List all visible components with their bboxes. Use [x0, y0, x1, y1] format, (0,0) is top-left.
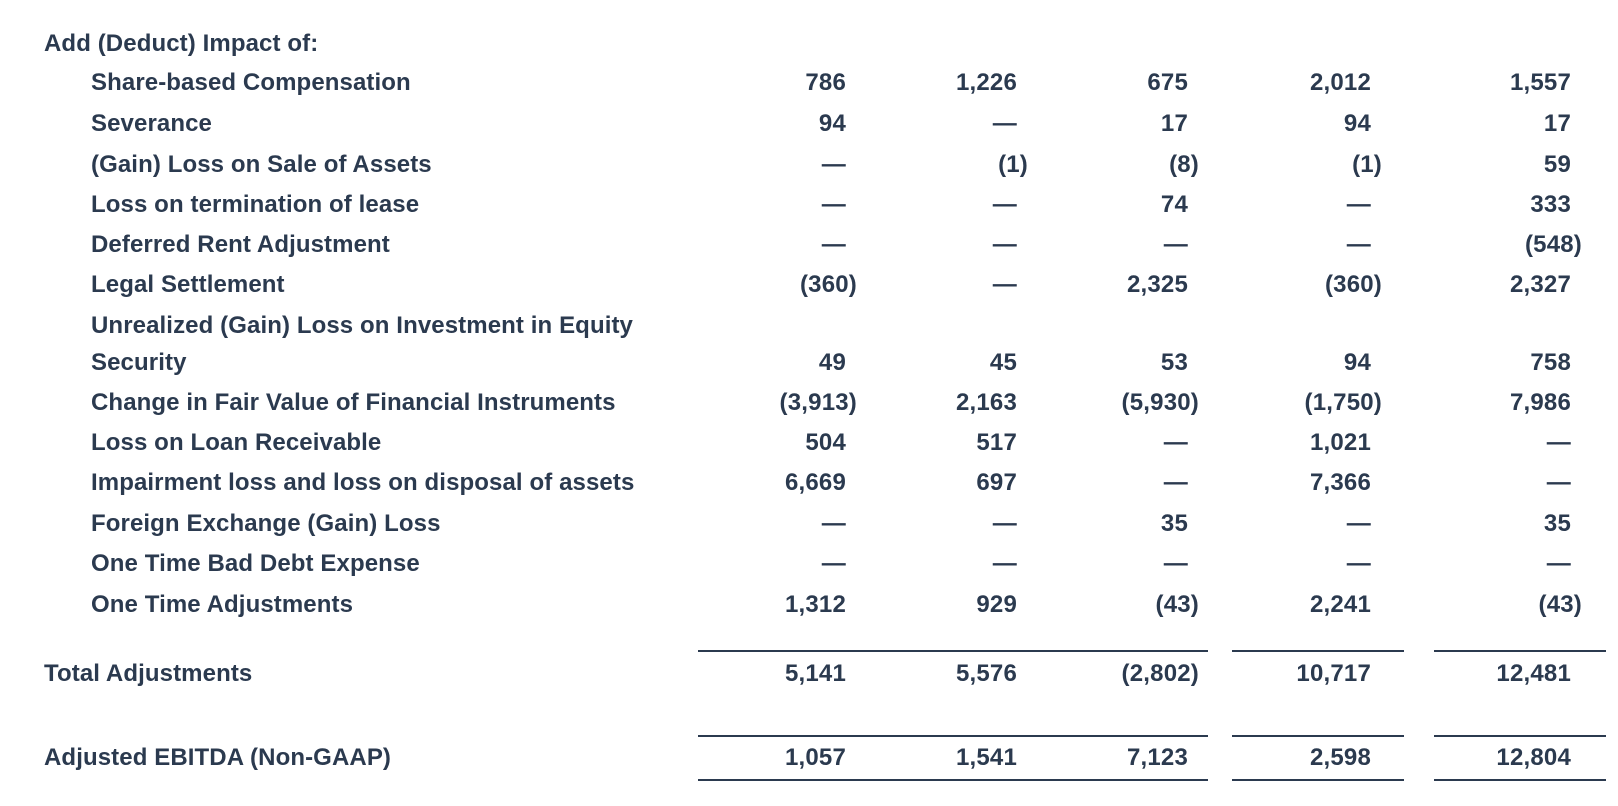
cell-value: 1,312	[784, 591, 846, 618]
cell-value: 35	[1160, 510, 1188, 537]
cell-value: (360)	[1324, 271, 1382, 298]
row-label: Loss on termination of lease	[91, 191, 420, 218]
cell-value: 94	[1343, 110, 1371, 137]
row-label: Security	[91, 349, 187, 376]
cell-value: —	[1163, 429, 1188, 456]
cell-value: —	[821, 550, 846, 577]
cell-value: —	[992, 110, 1017, 137]
row-label: (Gain) Loss on Sale of Assets	[91, 151, 432, 178]
cell-value: —	[992, 550, 1017, 577]
cell-value: 94	[818, 110, 846, 137]
total-rule-bottom	[698, 779, 1208, 781]
cell-value: (360)	[799, 271, 857, 298]
cell-value: 2,325	[1126, 271, 1188, 298]
cell-value: 2,012	[1309, 69, 1371, 96]
total-rule-top	[1434, 735, 1606, 737]
cell-value: —	[1546, 550, 1571, 577]
row-label: Impairment loss and loss on disposal of assets	[91, 469, 635, 496]
cell-value: —	[1346, 510, 1371, 537]
cell-value: —	[992, 271, 1017, 298]
cell-value: 504	[805, 429, 846, 456]
cell-value: 59	[1543, 151, 1571, 178]
cell-value: (43)	[1155, 591, 1199, 618]
cell-value: 758	[1530, 349, 1571, 376]
cell-value: 7,123	[1126, 744, 1188, 771]
cell-value: —	[821, 191, 846, 218]
total-label: Total Adjustments	[44, 660, 253, 687]
cell-value: (2,802)	[1121, 660, 1199, 687]
cell-value: 12,804	[1496, 744, 1571, 771]
cell-value: 2,327	[1509, 271, 1571, 298]
cell-value: (5,930)	[1121, 389, 1199, 416]
row-label: One Time Bad Debt Expense	[91, 550, 420, 577]
cell-value: 17	[1543, 110, 1571, 137]
cell-value: 74	[1160, 191, 1188, 218]
cell-value: 94	[1343, 349, 1371, 376]
cell-value: 1,021	[1309, 429, 1371, 456]
cell-value: (8)	[1169, 151, 1199, 178]
section-header: Add (Deduct) Impact of:	[44, 30, 319, 57]
row-label: Foreign Exchange (Gain) Loss	[91, 510, 441, 537]
cell-value: —	[821, 151, 846, 178]
cell-value: (1)	[998, 151, 1028, 178]
row-label: Legal Settlement	[91, 271, 285, 298]
cell-value: 333	[1530, 191, 1571, 218]
cell-value: (1,750)	[1304, 389, 1382, 416]
cell-value: 2,241	[1309, 591, 1371, 618]
cell-value: 35	[1543, 510, 1571, 537]
cell-value: —	[1346, 550, 1371, 577]
cell-value: 786	[805, 69, 846, 96]
cell-value: —	[992, 191, 1017, 218]
cell-value: 697	[976, 469, 1017, 496]
cell-value: (1)	[1352, 151, 1382, 178]
row-label: Severance	[91, 110, 212, 137]
row-label-line1: Unrealized (Gain) Loss on Investment in Equity	[91, 312, 634, 339]
cell-value: 1,541	[955, 744, 1017, 771]
cell-value: —	[821, 510, 846, 537]
cell-value: 517	[976, 429, 1017, 456]
cell-value: (43)	[1538, 591, 1582, 618]
cell-value: 1,057	[784, 744, 846, 771]
cell-value: 6,669	[784, 469, 846, 496]
cell-value: 929	[976, 591, 1017, 618]
total-rule-bottom	[1232, 779, 1404, 781]
cell-value: —	[1163, 550, 1188, 577]
subtotal-rule	[698, 650, 1208, 652]
cell-value: —	[1346, 191, 1371, 218]
subtotal-rule	[1434, 650, 1606, 652]
cell-value: (548)	[1524, 231, 1582, 258]
cell-value: 675	[1147, 69, 1188, 96]
cell-value: —	[1346, 231, 1371, 258]
cell-value: —	[1546, 429, 1571, 456]
cell-value: 12,481	[1496, 660, 1571, 687]
cell-value: 7,366	[1309, 469, 1371, 496]
row-label: One Time Adjustments	[91, 591, 354, 618]
cell-value: 45	[989, 349, 1017, 376]
cell-value: 53	[1160, 349, 1188, 376]
cell-value: 49	[818, 349, 846, 376]
cell-value: 7,986	[1509, 389, 1571, 416]
row-label: Share-based Compensation	[91, 69, 411, 96]
total-rule-top	[1232, 735, 1404, 737]
cell-value: 2,163	[955, 389, 1017, 416]
cell-value: —	[992, 231, 1017, 258]
subtotal-rule	[1232, 650, 1404, 652]
cell-value: 10,717	[1296, 660, 1371, 687]
total-rule-bottom	[1434, 779, 1606, 781]
cell-value: —	[1163, 231, 1188, 258]
cell-value: 1,557	[1509, 69, 1571, 96]
grand-total-label: Adjusted EBITDA (Non-GAAP)	[44, 744, 392, 771]
total-rule-top	[698, 735, 1208, 737]
row-label: Change in Fair Value of Financial Instruments	[91, 389, 616, 416]
cell-value: 1,226	[955, 69, 1017, 96]
cell-value: —	[1546, 469, 1571, 496]
row-label: Loss on Loan Receivable	[91, 429, 382, 456]
cell-value: 17	[1160, 110, 1188, 137]
cell-value: —	[992, 510, 1017, 537]
cell-value: 2,598	[1309, 744, 1371, 771]
cell-value: 5,576	[955, 660, 1017, 687]
row-label: Deferred Rent Adjustment	[91, 231, 390, 258]
cell-value: —	[821, 231, 846, 258]
cell-value: —	[1163, 469, 1188, 496]
cell-value: (3,913)	[779, 389, 857, 416]
cell-value: 5,141	[784, 660, 846, 687]
